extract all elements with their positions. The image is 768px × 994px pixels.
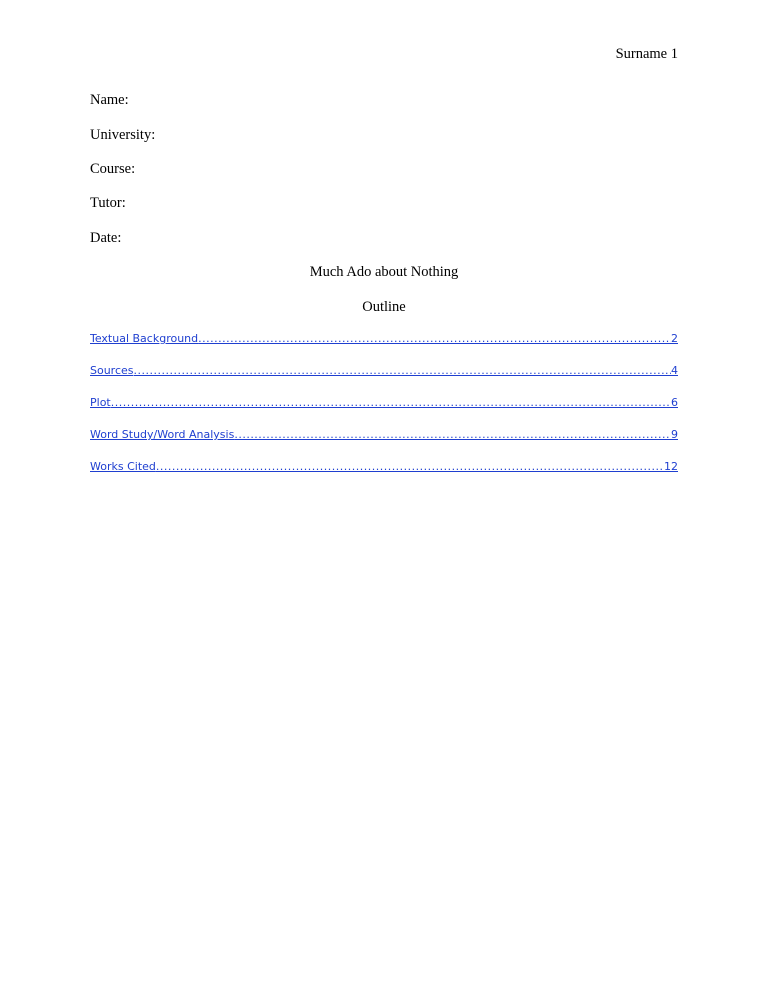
toc-entry-word-study[interactable]	[90, 428, 678, 460]
toc-entry-textual-background[interactable]	[90, 332, 678, 364]
toc-dot-leader	[134, 364, 671, 377]
toc-entry-label: Word Study/Word Analysis	[90, 428, 235, 441]
toc-dot-leader	[111, 396, 671, 409]
toc-page-number: 4	[671, 364, 678, 377]
toc-page-number: 9	[671, 428, 678, 441]
document-title: Much Ado about Nothing	[309, 264, 459, 280]
toc-entry-label: Sources	[90, 364, 134, 377]
toc-dot-leader	[234, 428, 671, 441]
table-of-contents	[90, 332, 678, 492]
course-field: Course:	[90, 161, 136, 177]
toc-entry-sources[interactable]	[90, 364, 678, 396]
toc-entry-label: Textual Background	[90, 332, 199, 345]
toc-page-number: 12	[664, 460, 678, 473]
toc-entry-works-cited[interactable]	[90, 460, 678, 492]
running-head: Surname 1	[615, 46, 678, 62]
toc-entry-label: Works Cited	[90, 460, 156, 473]
university-field: University:	[90, 127, 156, 143]
toc-entry-plot[interactable]	[90, 396, 678, 428]
toc-page-number: 2	[671, 332, 678, 345]
name-field: Name:	[90, 92, 129, 108]
tutor-field: Tutor:	[90, 195, 126, 211]
date-field: Date:	[90, 230, 122, 246]
toc-dot-leader	[198, 332, 671, 345]
outline-heading: Outline	[362, 299, 406, 315]
toc-dot-leader	[156, 460, 664, 473]
toc-page-number: 6	[671, 396, 678, 409]
toc-entry-label: Plot	[90, 396, 111, 409]
